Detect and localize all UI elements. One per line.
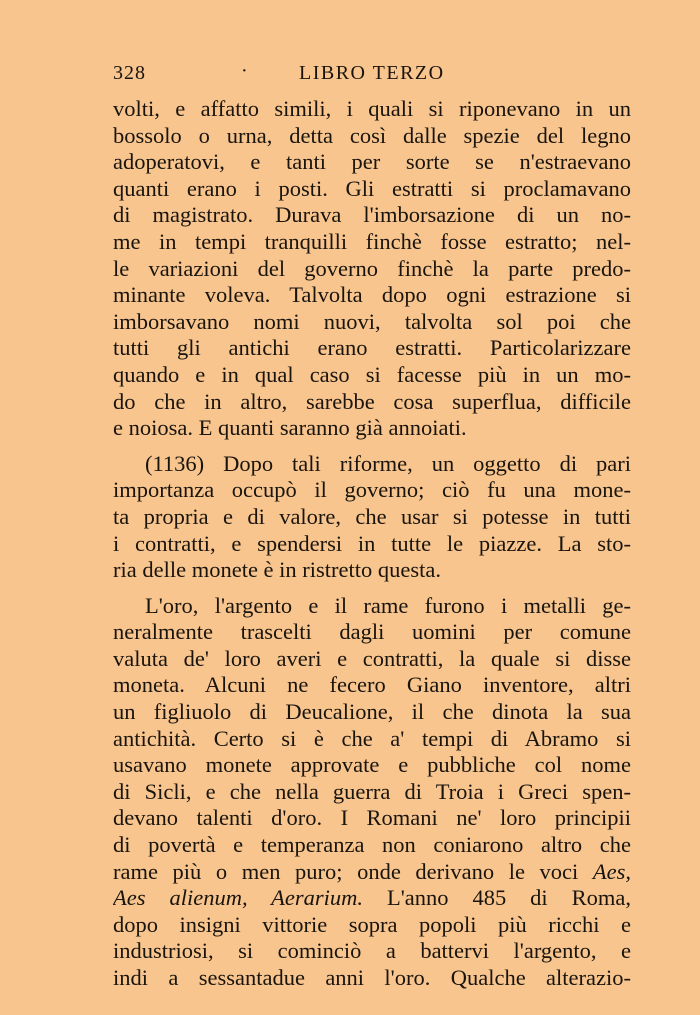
text-run: rame più o men puro; onde derivano le voci bbox=[113, 858, 579, 884]
paragraph-gap bbox=[113, 584, 631, 593]
text-line: (1136) Dopo tali riforme, un oggetto di pari bbox=[145, 450, 631, 476]
text-line: quando e in qual caso si facesse più in un mo- bbox=[113, 361, 631, 387]
running-title: LIBRO TERZO bbox=[299, 62, 445, 84]
text-line: devano talenti d'oro. I Romani ne' loro principii bbox=[113, 805, 631, 831]
text-line: industriosi, si cominciò a battervi l'argento, e bbox=[113, 938, 631, 964]
text-line: usavano monete approvate e pubbliche col nome bbox=[113, 752, 631, 778]
text-line: adoperatovi, e tanti per sorte se n'estraevano bbox=[113, 149, 631, 175]
text-line: antichità. Certo si è che a' tempi di Abramo si bbox=[113, 725, 631, 751]
text-line: di povertà e temperanza non coniarono altro che bbox=[113, 832, 631, 858]
text-line: imborsavano nomi nuovi, talvolta sol poi che bbox=[113, 308, 631, 334]
page-header bbox=[113, 62, 633, 92]
text-line: valuta de' loro averi e contratti, la quale si disse bbox=[113, 645, 631, 671]
text-line: indi a sessantadue anni l'oro. Qualche alterazio- bbox=[113, 965, 631, 990]
text-line: ria delle monete è in ristretto questa. bbox=[113, 557, 442, 583]
text-line: di magistrato. Durava l'imborsazione di un no- bbox=[113, 202, 631, 228]
text-line: volti, e affatto simili, i quali si riponevano in un bbox=[113, 96, 631, 121]
text-line: un figliuolo di Deucalione, il che dinota la sua bbox=[113, 699, 631, 725]
text-line: quanti erano i posti. Gli estratti si proclamavano bbox=[113, 175, 631, 201]
body-text bbox=[113, 96, 631, 992]
text-run: L'anno 485 di Roma, bbox=[386, 885, 631, 911]
text-line: L'oro, l'argento e il rame furono i metalli ge- bbox=[145, 592, 631, 618]
header-separator: · bbox=[241, 60, 249, 82]
italic-word: Aes, bbox=[592, 858, 631, 884]
text-line bbox=[113, 859, 631, 886]
text-line bbox=[113, 885, 631, 912]
text-line: tutti gli antichi erano estratti. Particolarizzare bbox=[113, 335, 631, 361]
text-line: di Sicli, e che nella guerra di Troia i Greci spen- bbox=[113, 778, 631, 804]
text-line: ta propria e di valore, che usar si potesse in tutti bbox=[113, 503, 631, 529]
text-line: me in tempi tranquilli finchè fosse estratto; nel- bbox=[113, 228, 631, 254]
text-line: minante voleva. Talvolta dopo ogni estrazione si bbox=[113, 282, 631, 308]
text-line: e noiosa. E quanti saranno già annoiati. bbox=[113, 415, 467, 441]
text-line: neralmente trascelti dagli uomini per comune bbox=[113, 619, 631, 645]
text-line: dopo insigni vittorie sopra popoli più ricchi e bbox=[113, 911, 631, 937]
text-line: le variazioni del governo finchè la parte predo- bbox=[113, 255, 631, 281]
page-number: 328 bbox=[113, 62, 146, 84]
text-line: bossolo o urna, detta così dalle spezie del legno bbox=[113, 122, 631, 148]
text-line: do che in altro, sarebbe cosa superflua, difficile bbox=[113, 388, 631, 414]
text-line: i contratti, e spendersi in tutte le piazze. La sto- bbox=[113, 530, 631, 556]
text-line: moneta. Alcuni ne fecero Giano inventore, altri bbox=[113, 672, 631, 698]
paragraph-gap bbox=[113, 442, 631, 451]
text-line: importanza occupò il governo; ciò fu una mone- bbox=[113, 477, 631, 503]
italic-words: Aes alienum, Aerarium. bbox=[113, 885, 363, 911]
